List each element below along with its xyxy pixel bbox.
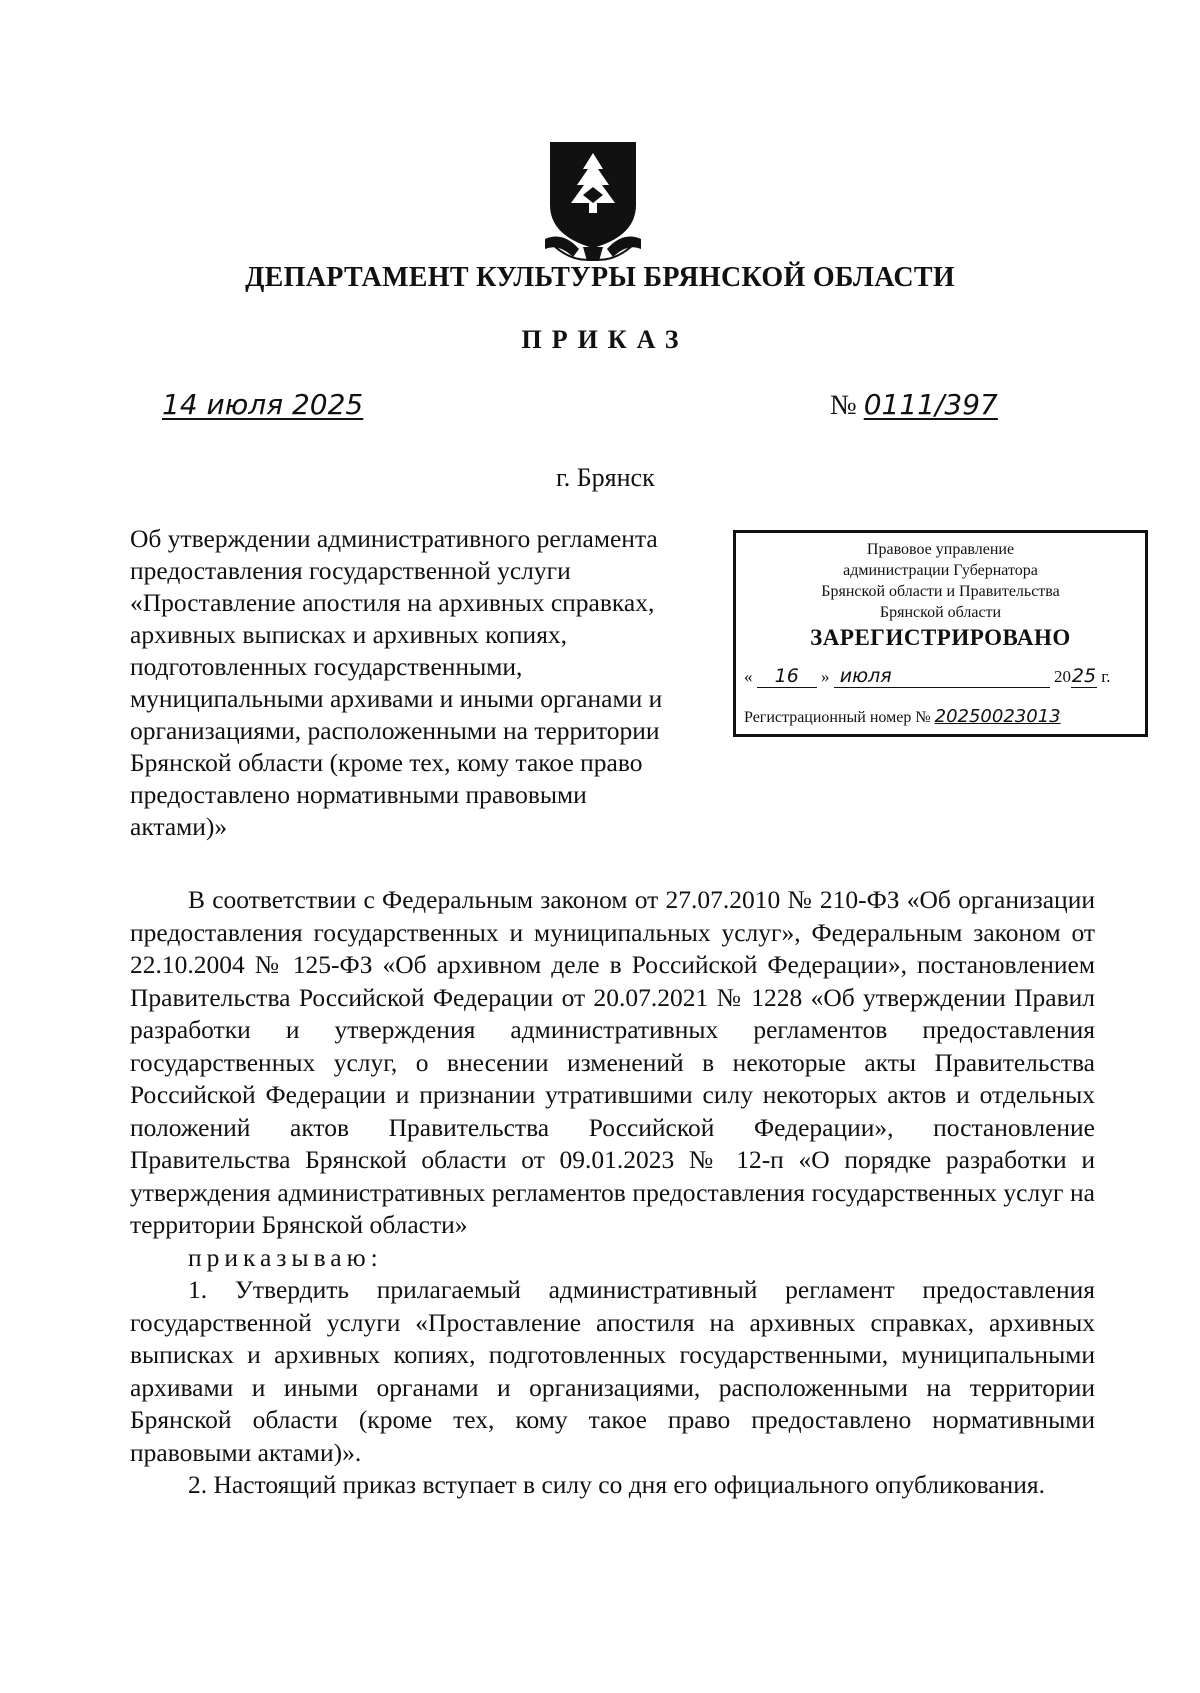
registration-stamp	[733, 530, 1148, 737]
stamp-registered: ЗАРЕГИСТРИРОВАНО	[810, 625, 1071, 650]
order-date: 14 июля 2025	[162, 388, 364, 421]
order-number-label: №	[830, 390, 857, 421]
stamp-year-suffix: 25	[1071, 665, 1097, 687]
order-number-value: 0111/397	[863, 388, 998, 421]
preamble-paragraph: В соответствии с Федеральным законом от 27.07.2010 № 210-ФЗ «Об организации предоставления государственных и муниципальных услуг», Федеральным законом от 22.10.2004 № 125-ФЗ «Об архивном деле в Российской Федерации», постановлением Правительства Российской Федерации от 20.07.2021 № 1228 «Об утверждении Правил разработки и утверждения административных регламентов предоставления государственных услуг, о внесении изменений в некоторые акты Правительства Российской Федерации и признании утратившими силу некоторых актов и отдельных положений актов Правительства Российской Федерации», постановление Правительства Брянской области от 09.01.2023 № 12-п «О порядке разработки и утверждения административных регламентов предоставления государственных услуг на территории Брянской области»	[130, 885, 1095, 1239]
order-word: приказываю:	[188, 1242, 383, 1272]
stamp-quote-close: »	[821, 667, 830, 686]
stamp-date-line	[744, 666, 1137, 688]
city-name: г. Брянск	[556, 463, 655, 492]
stamp-line-3: Брянской области и Правительства	[821, 583, 1060, 600]
stamp-line-4: Брянской области	[879, 604, 1002, 621]
stamp-reg-number: 20250023013	[934, 706, 1061, 727]
order-subject: Об утверждении административного регламента предоставления государственной услуги «Проставление апостиля на архивных справках, архивных выписках и архивных копиях, подготовленных государственными, муниципальными архивами и иными органами и организациями, расположенными на территории Брянской области (кроме тех, кому такое право предоставлено нормативными правовыми актами)»	[130, 524, 663, 841]
stamp-line-1: Правовое управление	[866, 541, 1015, 558]
order-body	[130, 884, 1095, 1502]
stamp-year-unit: г.	[1101, 667, 1111, 686]
stamp-reg-label: Регистрационный номер №	[744, 709, 931, 726]
stamp-day: 16	[757, 666, 817, 688]
document-type-title: ПРИКАЗ	[521, 325, 689, 354]
order-item-1: 1. Утвердить прилагаемый административный регламент предоставления государственной услуги «Проставление апостиля на архивных справках, архивных выписках и архивных копиях, подготовленных государственными, муниципальными архивами и иными органами и организациями, расположенными на территории Брянской области (кроме тех, кому такое право предоставлено нормативными правовыми актами)».	[130, 1275, 1095, 1467]
order-number	[830, 388, 998, 422]
stamp-month: июля	[834, 666, 1050, 688]
coat-of-arms-icon	[543, 135, 643, 265]
stamp-number-line	[744, 706, 1137, 728]
order-item-2: 2. Настоящий приказ вступает в силу со дня его официального опубликования.	[188, 1470, 1045, 1499]
stamp-line-2: администрации Губернатора	[843, 562, 1038, 579]
stamp-year-prefix: 20	[1054, 667, 1071, 686]
department-title: ДЕПАРТАМЕНТ КУЛЬТУРЫ БРЯНСКОЙ ОБЛАСТИ	[245, 262, 955, 293]
stamp-quote-open: «	[744, 667, 753, 686]
